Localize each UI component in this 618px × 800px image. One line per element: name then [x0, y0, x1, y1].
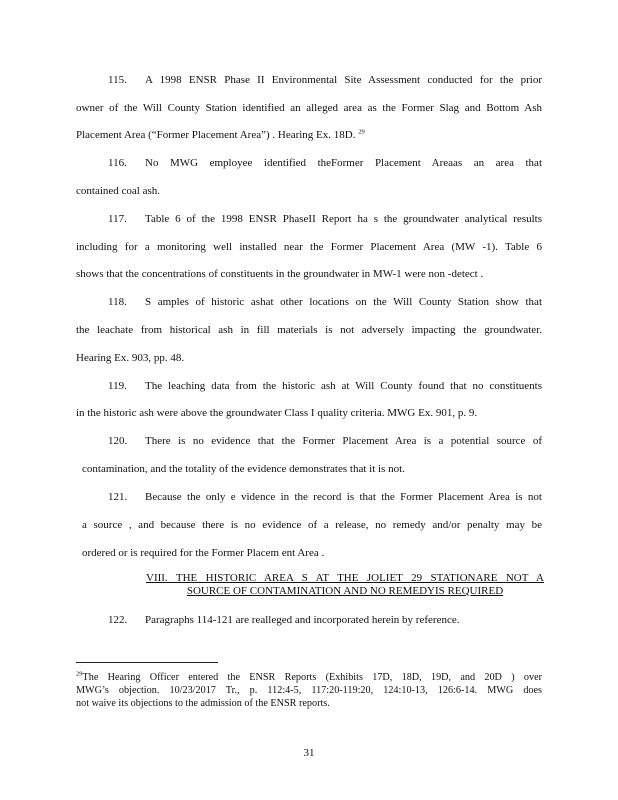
paragraph-118-line-1: 118. S amples of historic ashat other locations on the Will County Station show that — [108, 296, 542, 308]
paragraph-117-line-1: 117. Table 6 of the 1998 ENSR PhaseII Report ha s the groundwater analytical results — [108, 213, 542, 225]
paragraph-number: 120. — [108, 435, 128, 447]
paragraph-115-line-3: Placement Area (“Former Placement Area”) . Hearing Ex. 18D. $^{29}$ — [76, 128, 365, 141]
paragraph-116-line-1: 116. No MWG employee identified theFormer Placement Areaas an area that — [108, 157, 542, 169]
paragraph-116-line-2: contained coal ash. — [76, 185, 160, 197]
page-number: 31 — [303, 747, 315, 759]
paragraph-122-line-1: 122. Paragraphs 114-121 are realleged and incorporated herein by reference. — [108, 614, 460, 626]
paragraph-number: 115. — [108, 74, 127, 86]
paragraph-118-line-2: the leachate from historical ash in fill materials is not adversely impacting the groundwater. — [76, 324, 542, 336]
paragraph-115-line-2: owner of the Will County Station identified an alleged area as the Former Slag and Bottom Ash — [76, 102, 542, 114]
paragraph-117-line-2: including for a monitoring well installed near the Former Placement Area (MW -1). Table 6 — [76, 241, 542, 253]
paragraph-120-line-1: 120. There is no evidence that the Former Placement Area is a potential source of — [108, 435, 542, 447]
paragraph-119-line-2: in the historic ash were above the groundwater Class I quality criteria. MWG Ex. 901, p. 9. — [76, 407, 478, 419]
section-heading — [146, 572, 544, 598]
paragraph-121-line-1: 121. Because the only e vidence in the record is that the Former Placement Area is not — [108, 491, 542, 503]
paragraph-117-line-3: shows that the concentrations of constituents in the groundwater in MW-1 were non -detect . — [76, 268, 484, 280]
footnote-reference[interactable]: 29 — [358, 128, 365, 136]
paragraph-number: 116. — [108, 157, 127, 169]
footnote-marker: 29 — [76, 670, 83, 678]
section-heading-line-1: VIII. THE HISTORIC AREA S AT THE JOLIET 29 STATIONARE NOT A — [146, 572, 544, 584]
paragraph-number: 121. — [108, 491, 128, 503]
paragraph-number: 119. — [108, 380, 127, 392]
paragraph-120-line-2: contamination, and the totality of the evidence demonstrates that it is not. — [82, 463, 405, 475]
paragraph-115-line-1: 115. A 1998 ENSR Phase II Environmental Site Assessment conducted for the prior — [108, 74, 542, 86]
footnote-line-3: not waive its objections to the admission of the ENSR reports. — [76, 698, 330, 709]
paragraph-number: 122. — [108, 614, 128, 626]
footnote-line-1: $^{29}$The Hearing Officer entered the ENSR Reports (Exhibits 17D, 18D, 19D, and 20D ) over — [76, 670, 542, 683]
paragraph-number: 118. — [108, 296, 127, 308]
paragraph-119-line-1: 119. The leaching data from the historic ash at Will County found that no constituents — [108, 380, 542, 392]
paragraph-number: 117. — [108, 213, 127, 225]
footnote-line-2: MWG’s objection. 10/23/2017 Tr., p. 112:4-5, 117:20-119:20, 124:10-13, 126:6-14. MWG does — [76, 685, 542, 696]
footnote-separator — [76, 662, 218, 663]
paragraph-121-line-2: a source , and because there is no evidence of a release, no remedy and/or penalty may be — [82, 519, 542, 531]
paragraph-121-line-3: ordered or is required for the Former Placem ent Area . — [82, 547, 325, 559]
paragraph-118-line-3: Hearing Ex. 903, pp. 48. — [76, 352, 185, 364]
section-heading-line-2: SOURCE OF CONTAMINATION AND NO REMEDYIS REQUIRED — [186, 585, 504, 597]
